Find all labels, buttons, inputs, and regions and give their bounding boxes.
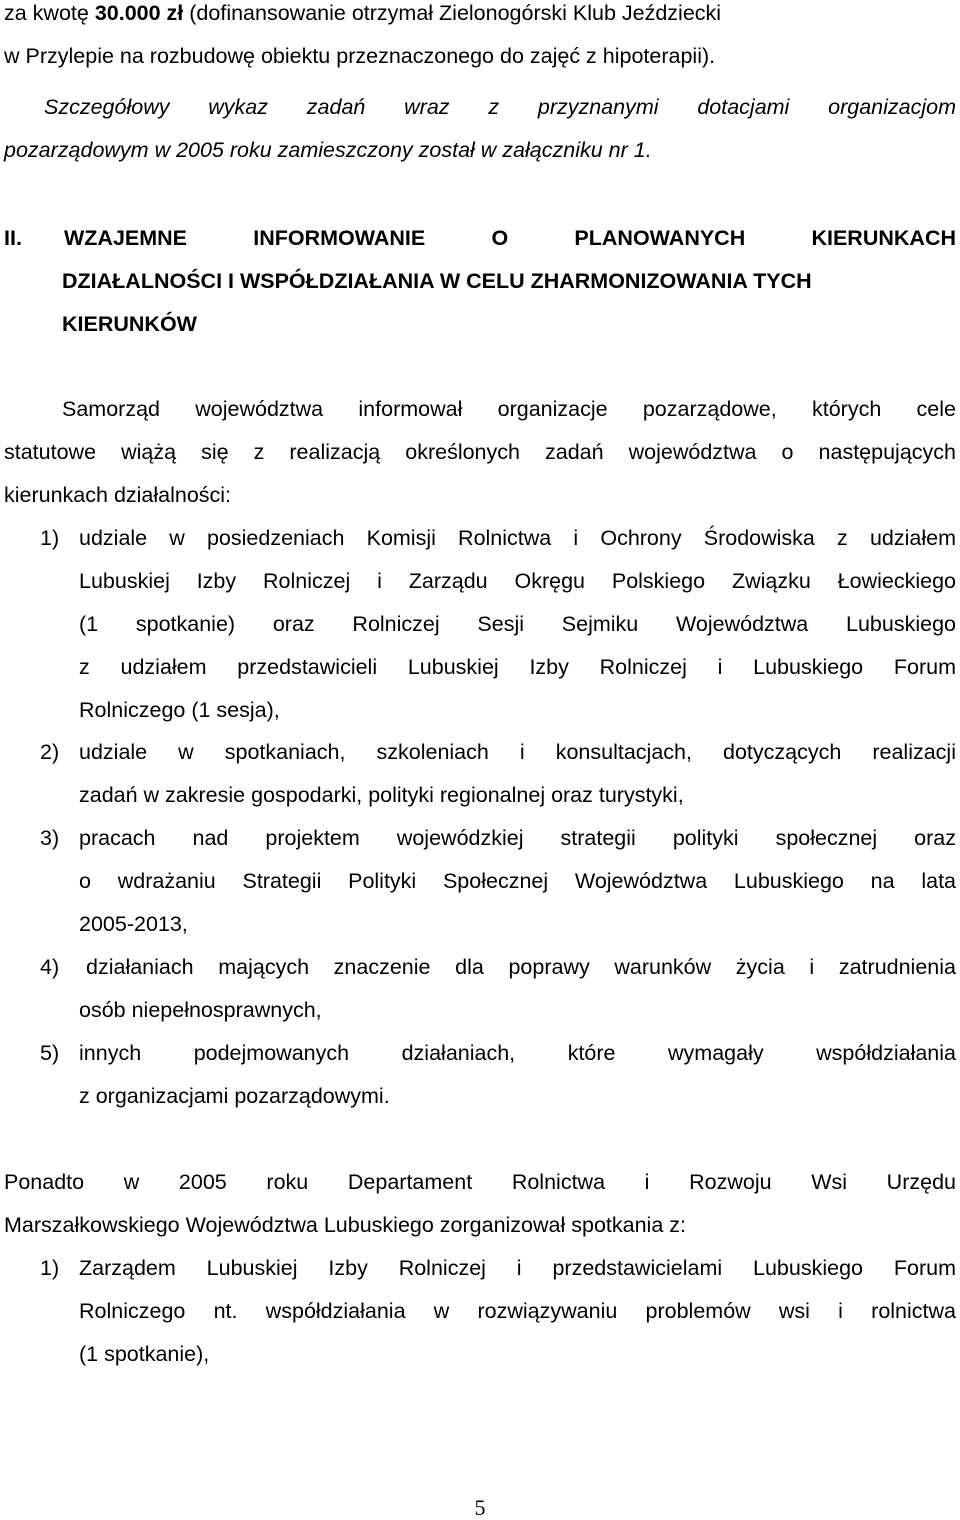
list1-item-1-line-2: Lubuskiej Izby Rolniczej i Zarządu Okręgu Polskiego Związku Łowieckiego	[79, 569, 956, 593]
section-title-line-3: KIERUNKÓW	[62, 312, 197, 336]
list1-item-4-line-1: działaniach mających znaczenie dla poprawy warunków życia i zatrudnienia	[86, 955, 956, 979]
list1-item-1-line-1: udziale w posiedzeniach Komisji Rolnictwa i Ochrony Środowiska z udziałem	[79, 526, 956, 550]
list1-item-4-line-2: osób niepełnosprawnych,	[79, 998, 322, 1022]
para1-line-3: kierunkach działalności:	[4, 483, 232, 507]
list1-item-1-line-3: (1 spotkanie) oraz Rolniczej Sesji Sejmiku Województwa Lubuskiego	[79, 612, 956, 636]
intro-line-1-prefix: za kwotę	[4, 1, 95, 25]
list1-item-2-line-1: udziale w spotkaniach, szkoleniach i konsultacjach, dotyczących realizacji	[79, 740, 956, 764]
list1-item-4-number: 4)	[40, 955, 60, 979]
list1-item-3-line-2: o wdrażaniu Strategii Polityki Społecznej Województwa Lubuskiego na lata	[79, 869, 956, 893]
list1-item-5-line-1: innych podejmowanych działaniach, które wymagały współdziałania	[79, 1041, 956, 1065]
list1-item-2-number: 2)	[40, 740, 60, 764]
list1-item-3-line-3: 2005-2013,	[79, 912, 188, 936]
list1-item-3-number: 3)	[40, 826, 60, 850]
list2-item-1-line-1: Zarządem Lubuskiej Izby Rolniczej i przedstawicielami Lubuskiego Forum	[79, 1256, 956, 1280]
section-title-line-1: WZAJEMNE INFORMOWANIE O PLANOWANYCH KIERUNKACH	[64, 226, 956, 250]
intro-line-3: Szczegółowy wykaz zadań wraz z przyznanymi dotacjami organizacjom	[44, 95, 956, 119]
section-title-line-2: DZIAŁALNOŚCI I WSPÓŁDZIAŁANIA W CELU ZHARMONIZOWANIA TYCH	[62, 269, 812, 293]
intro-amount: 30.000 zł	[94, 1, 184, 25]
intro-line-1-suffix: (dofinansowanie otrzymał Zielonogórski Klub Jeździecki	[183, 1, 722, 25]
para1-line-2: statutowe wiążą się z realizacją określonych zadań województwa o następujących	[4, 440, 956, 464]
list1-item-3-line-1: pracach nad projektem wojewódzkiej strategii polityki społecznej oraz	[79, 826, 956, 850]
para1-line-1: Samorząd województwa informował organizacje pozarządowe, których cele	[62, 397, 956, 421]
intro-line-4: pozarządowym w 2005 roku zamieszczony został w załączniku nr 1.	[4, 138, 652, 162]
list2-item-1-line-3: (1 spotkanie),	[79, 1342, 210, 1366]
list1-item-1-line-4: z udziałem przedstawicieli Lubuskiej Izby Rolniczej i Lubuskiego Forum	[79, 655, 956, 679]
list1-item-1-number: 1)	[40, 526, 60, 550]
intro-line-2: w Przylepie na rozbudowę obiektu przeznaczonego do zajęć z hipoterapii).	[4, 44, 716, 68]
list2-item-1-number: 1)	[40, 1256, 60, 1280]
section-number: II.	[4, 226, 22, 250]
list1-item-1-line-5: Rolniczego (1 sesja),	[79, 698, 280, 722]
list1-item-5-number: 5)	[40, 1041, 60, 1065]
list1-item-2-line-2: zadań w zakresie gospodarki, polityki regionalnej oraz turystyki,	[79, 783, 684, 807]
intro-line-1	[4, 3, 721, 25]
list2-item-1-line-2: Rolniczego nt. współdziałania w rozwiązywaniu problemów wsi i rolnictwa	[79, 1299, 956, 1323]
para2-line-2: Marszałkowskiego Województwa Lubuskiego zorganizował spotkania z:	[4, 1213, 686, 1237]
list1-item-5-line-2: z organizacjami pozarządowymi.	[79, 1084, 390, 1108]
page-number: 5	[474, 1495, 486, 1520]
para2-line-1: Ponadto w 2005 roku Departament Rolnictwa i Rozwoju Wsi Urzędu	[4, 1170, 956, 1194]
